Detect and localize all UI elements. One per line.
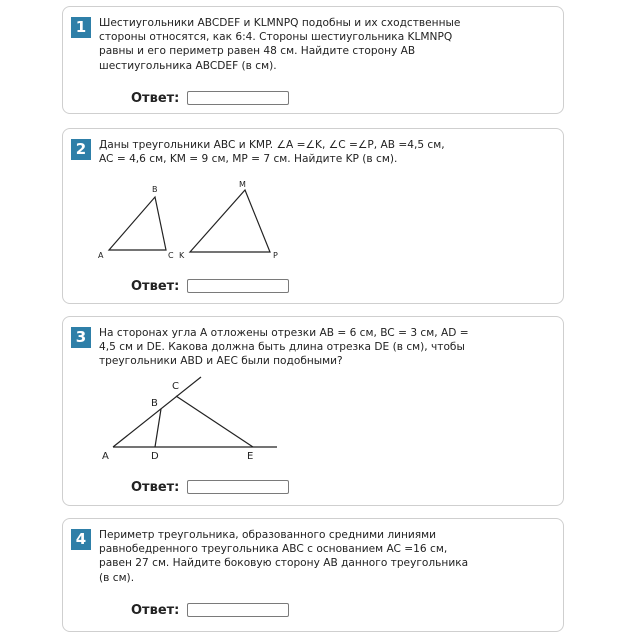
question-number: 3	[71, 327, 91, 348]
label-e: E	[247, 451, 254, 462]
label-d: D	[151, 451, 159, 462]
label-k: K	[179, 251, 185, 260]
question-card-1	[62, 6, 564, 114]
label-a: A	[102, 451, 109, 462]
triangles-figure	[93, 179, 293, 269]
label-p: P	[273, 251, 278, 260]
label-b: B	[151, 398, 158, 409]
question-text: Периметр треугольника, образованного средними линиями равнобедренного треугольника ABC с основанием AC =16 см, равен 27 см. Найдите боковую сторону AB данного треугольника (в см).	[99, 529, 469, 584]
answer-input[interactable]	[187, 603, 289, 617]
question-number: 1	[71, 17, 91, 38]
question-text: На сторонах угла A отложены отрезки AB = 6 см, BC = 3 см, AD = 4,5 см и DE. Какова должна быть длина отрезка DE (в см), чтобы треугольники ABD и AEC были подобными?	[99, 327, 469, 368]
question-card-2	[62, 128, 564, 304]
label-c: C	[172, 381, 179, 392]
answer-input[interactable]	[187, 279, 289, 293]
answer-input[interactable]	[187, 480, 289, 494]
answer-label: Ответ:	[131, 279, 180, 294]
answer-label: Ответ:	[131, 91, 180, 106]
label-m: M	[239, 180, 246, 189]
label-b: B	[152, 185, 158, 194]
segment-ce	[176, 396, 253, 447]
question-number: 2	[71, 139, 91, 160]
question-text: Даны треугольники ABC и KMP. ∠A =∠K, ∠C =∠P, AB =4,5 см, AC = 4,6 см, KM = 9 см, MP = 7 см. Найдите KP (в см).	[99, 139, 445, 166]
triangle-kmp	[190, 190, 270, 252]
segment-bd	[155, 409, 161, 447]
question-card-4	[62, 518, 564, 632]
label-a: A	[98, 251, 104, 260]
question-card-3	[62, 316, 564, 506]
question-text: Шестиугольники ABCDEF и KLMNPQ подобны и их сходственные стороны относятся, как 6:4. Стороны шестиугольника KLMNPQ равны и его периметр равен 48 см. Найдите сторону AB шестиугольника ABCDEF (в см).	[99, 17, 461, 72]
label-c: C	[168, 251, 174, 260]
angle-figure	[99, 371, 299, 461]
question-number: 4	[71, 529, 91, 550]
answer-input[interactable]	[187, 91, 289, 105]
answer-label: Ответ:	[131, 603, 180, 618]
answer-label: Ответ:	[131, 480, 180, 495]
triangle-abc	[109, 197, 166, 250]
